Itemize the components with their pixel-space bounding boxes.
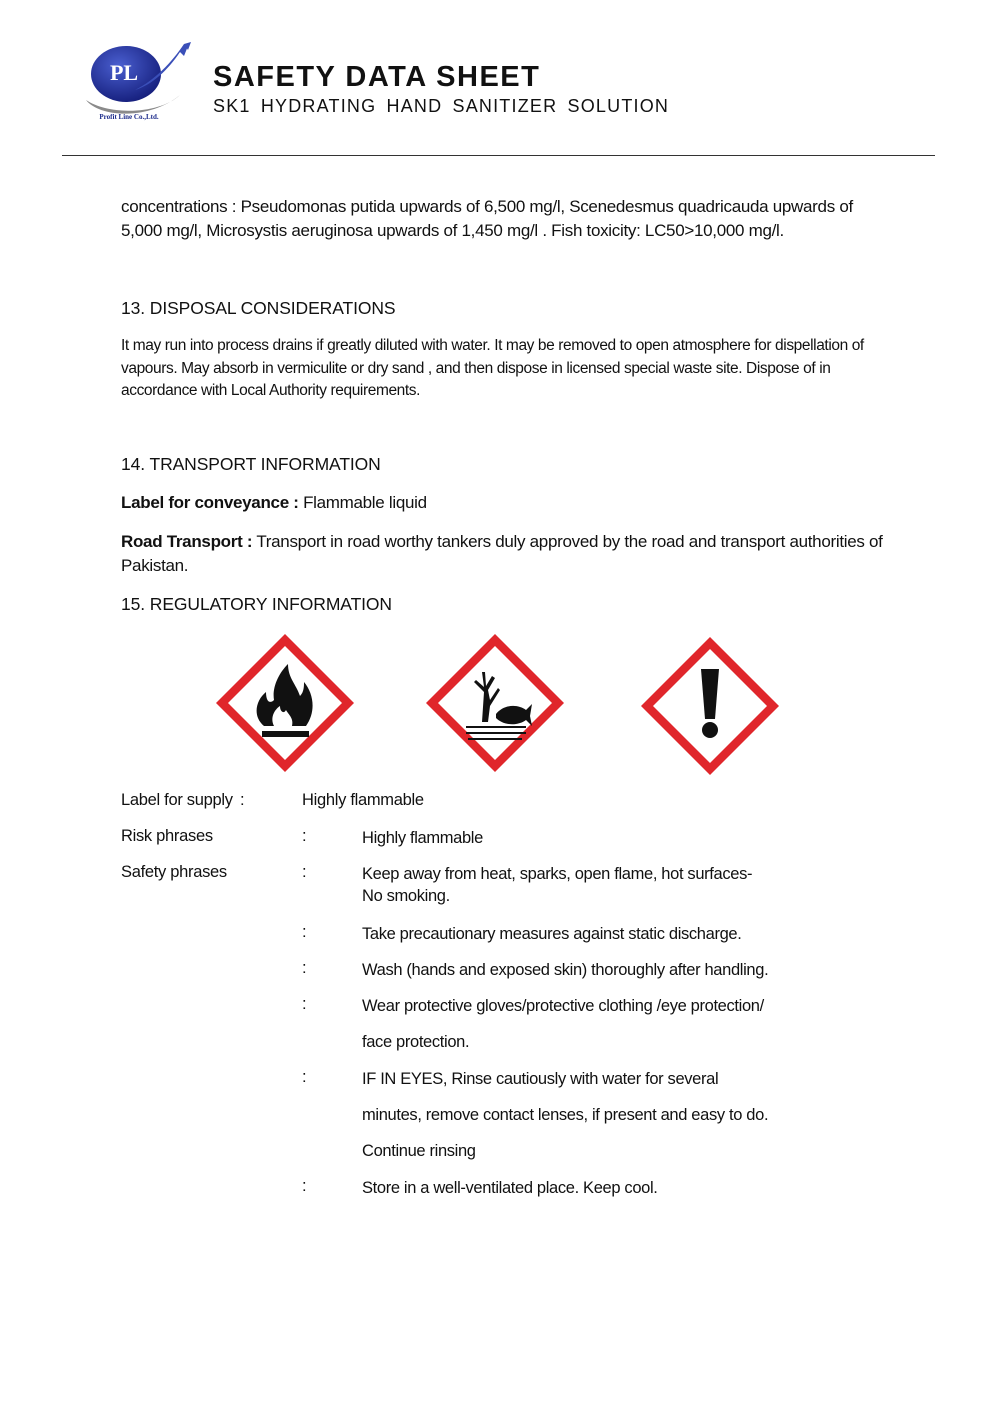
section-13-heading: 13. DISPOSAL CONSIDERATIONS xyxy=(121,298,396,318)
safety-colon: : xyxy=(302,863,307,881)
safety-phrase-item: Store in a well-ventilated place. Keep cool. xyxy=(362,1179,658,1197)
supply-colon: : xyxy=(240,791,245,809)
supply-value: Highly flammable xyxy=(302,791,424,809)
section-14-heading: 14. TRANSPORT INFORMATION xyxy=(121,454,381,474)
conveyance-label: Label for conveyance : xyxy=(121,493,299,512)
safety-colon: : xyxy=(302,995,307,1013)
safety-colon: : xyxy=(302,1177,307,1195)
safety-phrase-item: Keep away from heat, sparks, open flame, hot surfaces- No smoking. xyxy=(362,865,753,905)
ecotoxicity-continued-text: concentrations : Pseudomonas putida upwards of 6,500 mg/l, Scenedesmus quadricauda upwards of 5,000 mg/l, Microsystis aeruginosa upwards of 1,450 mg/l . Fish toxicity: LC50>10,000 mg/l. xyxy=(121,197,853,240)
safety-colon: : xyxy=(302,959,307,977)
header-divider xyxy=(62,155,935,156)
safety-colon: : xyxy=(302,923,307,941)
safety-phrase-item-continued: face protection. xyxy=(362,1033,470,1051)
safety-phrase-item: Wash (hands and exposed skin) thoroughly after handling. xyxy=(362,961,769,979)
road-transport-value: Transport in road worthy tankers duly approved by the road and transport authorities of Pakistan. xyxy=(121,532,883,575)
safety-phrase-item-continued: Continue rinsing xyxy=(362,1142,476,1160)
ghs-environment-pictogram xyxy=(422,630,568,776)
road-transport-label: Road Transport : xyxy=(121,532,253,551)
environment-hazard-icon xyxy=(422,630,568,776)
safety-colon: : xyxy=(302,1068,307,1086)
safety-phrase-item: IF IN EYES, Rinse cautiously with water for several xyxy=(362,1070,719,1088)
risk-colon: : xyxy=(302,827,307,845)
ghs-flammable-pictogram xyxy=(212,630,358,776)
conveyance-line xyxy=(121,491,891,515)
road-transport-line xyxy=(121,530,886,578)
svg-text:PL: PL xyxy=(109,60,139,85)
risk-phrases-label: Risk phrases xyxy=(121,827,213,845)
section-15-heading: 15. REGULATORY INFORMATION xyxy=(121,594,392,614)
safety-phrase-item-continued: minutes, remove contact lenses, if present and easy to do. xyxy=(362,1106,769,1124)
safety-phrase-item: Take precautionary measures against static discharge. xyxy=(362,925,742,943)
conveyance-value: Flammable liquid xyxy=(298,493,427,512)
safety-phrases-label: Safety phrases xyxy=(121,863,227,881)
logo-company-name: Profit Line Co.,Ltd. xyxy=(99,113,159,121)
flame-icon xyxy=(212,630,358,776)
disposal-text: It may run into process drains if greatly diluted with water. It may be removed to open atmosphere for dispellation of vapours. May absorb in vermiculite or dry sand , and then dispose in licensed special waste site. Dispose of in accordance with Local Authority requirements. xyxy=(121,337,864,399)
document-title: SAFETY DATA SHEET xyxy=(213,61,541,93)
safety-phrase-item: Wear protective gloves/protective clothing /eye protection/ xyxy=(362,997,764,1015)
product-name: SK1 HYDRATING HAND SANITIZER SOLUTION xyxy=(213,96,670,116)
exclamation-mark-icon xyxy=(637,633,783,779)
risk-phrase-value: Highly flammable xyxy=(362,829,483,847)
label-for-supply-label: Label for supply xyxy=(121,791,233,809)
ghs-irritant-pictogram xyxy=(637,633,783,779)
